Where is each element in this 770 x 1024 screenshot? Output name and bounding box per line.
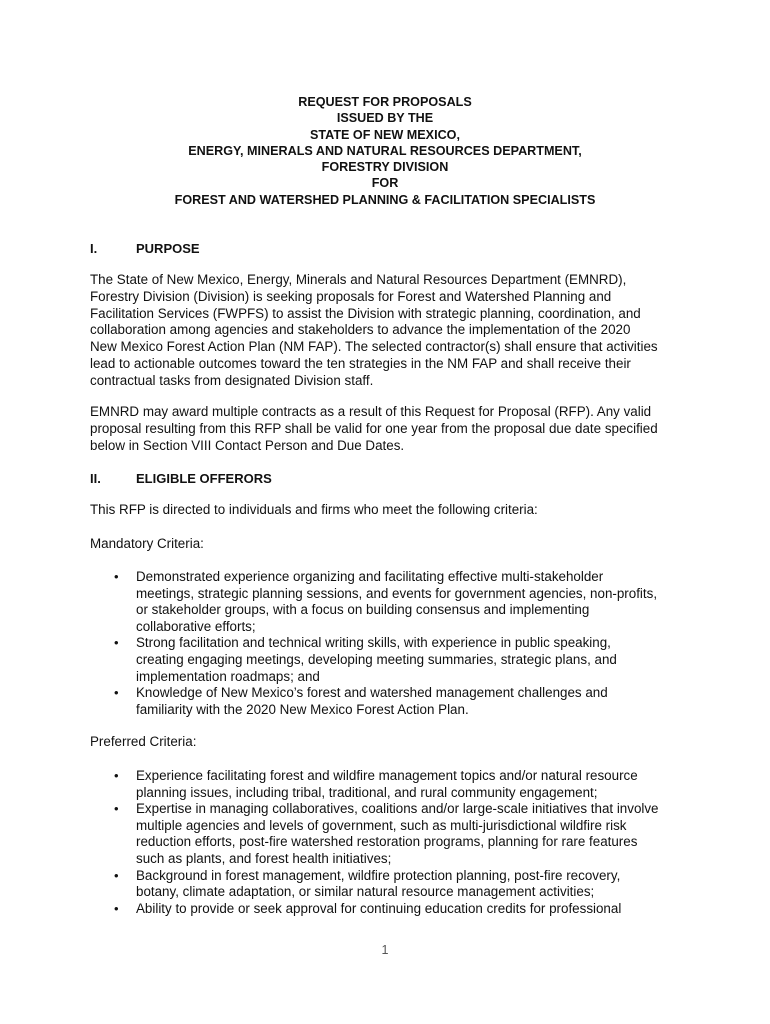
- text-line: multiple agencies and levels of government, such as multi-jurisdictional wildfire risk: [136, 817, 627, 833]
- text-line: creating engaging meetings, developing meeting summaries, strategic plans, and: [136, 651, 617, 667]
- section-title: PURPOSE: [136, 241, 200, 256]
- bullet-icon: •: [114, 867, 119, 883]
- document-title: [90, 94, 680, 208]
- eligible-intro: [90, 502, 690, 519]
- title-line: REQUEST FOR PROPOSALS: [298, 95, 472, 109]
- text-line: Expertise in managing collaboratives, coalitions and/or large-scale initiatives that involve: [136, 801, 659, 817]
- bullet-icon: •: [114, 900, 119, 916]
- text-line: such as plants, and forest health initiatives;: [136, 850, 392, 866]
- preferred-criteria-list: [90, 768, 690, 917]
- mandatory-criteria-label: [90, 536, 690, 553]
- text-line: or stakeholder groups, with a focus on building consensus and implementing: [136, 602, 590, 618]
- text-line: This RFP is directed to individuals and firms who meet the following criteria:: [90, 502, 538, 517]
- section-heading-eligible-offerors: [90, 471, 272, 486]
- title-line: STATE OF NEW MEXICO,: [310, 127, 460, 142]
- text-line: proposal resulting from this RFP shall be valid for one year from the proposal due date specified: [90, 420, 658, 436]
- text-line: meetings, strategic planning sessions, and events for government agencies, non-profits,: [136, 585, 658, 601]
- text-line: botany, climate adaptation, or similar natural resource management activities;: [136, 884, 595, 900]
- text-line: contractual tasks from designated Division staff.: [90, 372, 374, 388]
- text-line: The State of New Mexico, Energy, Minerals and Natural Resources Department (EMNRD),: [90, 272, 627, 287]
- list-item: [90, 801, 690, 867]
- page-number: 1: [381, 943, 389, 957]
- text-line: Knowledge of New Mexico’s forest and watershed management challenges and: [136, 685, 608, 701]
- text-line: familiarity with the 2020 New Mexico Forest Action Plan.: [136, 701, 469, 717]
- text-line: Demonstrated experience organizing and facilitating effective multi-stakeholder: [136, 569, 604, 584]
- list-item: [90, 635, 690, 685]
- section-number: I.: [90, 241, 98, 256]
- list-item: [90, 685, 690, 718]
- text-line: Ability to provide or seek approval for continuing education credits for professional: [136, 900, 622, 916]
- section-number: II.: [90, 471, 101, 486]
- list-item: [90, 868, 690, 901]
- bullet-icon: •: [114, 569, 119, 584]
- bullet-icon: •: [114, 768, 119, 783]
- title-line: ISSUED BY THE: [336, 111, 434, 126]
- text-line: planning issues, including tribal, traditional, and rural community engagement;: [136, 784, 598, 800]
- list-item: [90, 569, 690, 635]
- bullet-icon: •: [114, 685, 119, 701]
- text-line: Facilitation Services (FWPFS) to assist the Division with strategic planning, coordination, and: [90, 305, 641, 321]
- purpose-paragraph-2: [90, 404, 690, 454]
- text-line: Experience facilitating forest and wildfire management topics and/or natural resource: [136, 768, 638, 783]
- purpose-paragraph-1: [90, 272, 690, 390]
- title-line: ENERGY, MINERALS AND NATURAL RESOURCES DEPARTMENT,: [188, 143, 582, 158]
- list-item: [90, 768, 690, 801]
- text-line: Strong facilitation and technical writing skills, with experience in public speaking,: [136, 635, 611, 651]
- text-line: collaboration among agencies and stakeholders to advance the implementation of the 2020: [90, 322, 631, 338]
- text-line: Forestry Division (Division) is seeking proposals for Forest and Watershed Planning and: [90, 288, 612, 304]
- text-line: New Mexico Forest Action Plan (NM FAP). The selected contractor(s) shall ensure that activities: [90, 339, 658, 355]
- section-title: ELIGIBLE OFFERORS: [136, 471, 272, 486]
- mandatory-criteria-list: [90, 569, 690, 718]
- text-line: lead to actionable outcomes toward the ten strategies in the NM FAP and shall receive their: [90, 355, 631, 371]
- preferred-criteria-label: [90, 734, 690, 751]
- title-line: FOR: [371, 176, 399, 191]
- text-line: implementation roadmaps; and: [136, 668, 320, 684]
- bullet-icon: •: [114, 635, 119, 651]
- text-line: below in Section VIII Contact Person and Due Dates.: [90, 437, 405, 453]
- list-item: [90, 901, 690, 918]
- title-line: FOREST AND WATERSHED PLANNING & FACILITATION SPECIALISTS: [174, 192, 596, 207]
- text-line: Mandatory Criteria:: [90, 536, 204, 551]
- bullet-icon: •: [114, 801, 119, 817]
- text-line: Background in forest management, wildfire protection planning, post-fire recovery,: [136, 867, 621, 883]
- text-line: Preferred Criteria:: [90, 734, 197, 749]
- title-line: FORESTRY DIVISION: [321, 160, 449, 175]
- text-line: reduction efforts, post-fire watershed restoration programs, planning for rare features: [136, 834, 638, 850]
- section-heading-purpose: [90, 241, 200, 256]
- text-line: collaborative efforts;: [136, 618, 256, 634]
- text-line: EMNRD may award multiple contracts as a result of this Request for Proposal (RFP). Any valid: [90, 404, 652, 419]
